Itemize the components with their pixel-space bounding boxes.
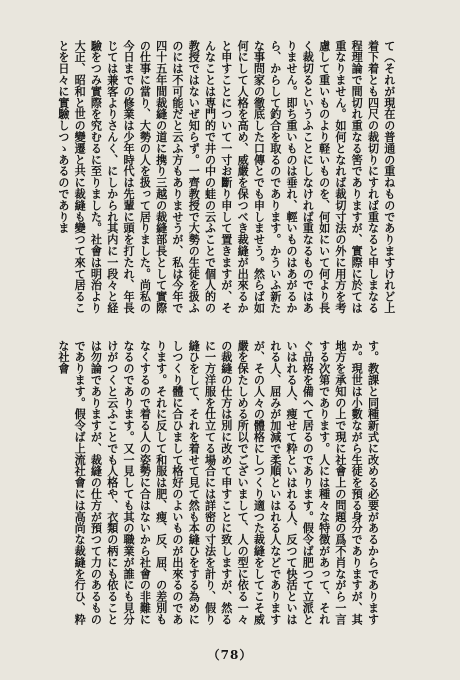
lower-text-block bbox=[22, 340, 440, 628]
lower-paragraph: す。教課と同種新式に改める必要があるからでありますか。現世は小數ながら生徒を預る身分でありますが、其地方を承知の上で現に社會上の問題の爲不肖ながら一言する次第であります。人には種々な特徴があって、それぐ品格を備へて居るのであります。假令ば肥つて立派といはれる人、痩せて粋といはれる人、反つて快活といはれる人、屈みが加減で柔順といはれる人などでありますが、その人々の體格にしつくり適つた裁縫をしてこそ威嚴を保たしめる所以でございまして、人の型に依る一々の裁縫の仕方は別に改めて申すことに致しますが、然るに一方洋服を仕立てる場合には詳密の寸法を計り、假り縫ひをして、それを着せて見て然も本縫ひをする為めにしつくり體に合ひまして格好のよいものが出來るのであります。それに反して和服は肥、痩、反、屈、の差別もなくするので着る人の姿勢に合はないから社會の非難になるのであります。又一見しても其の職業が誰にも見分けがつくと云ふことでも人格や、衣類の柄にも依ることは勿論でありますが、裁縫の仕方が預つて力のあるものであります。假令ば上流社會には高尚な裁縫を行ひ、粋な社會 bbox=[56, 340, 380, 625]
lower-vertical-text bbox=[22, 340, 413, 628]
upper-text-block bbox=[22, 40, 440, 318]
upper-paragraph: て（それが現在の普通の重ねものでありますけれど上着下着とも四尺の裁切りにすれば重なると申しまなる程理論で間切れ重なる筈でありますが、實際に於ては重なりません。如何となれば裁切寸法の外に用方を考慮して重いものより軽いものを、何如にいて何より長く裁切るというふことにしなければ重なるものではありません。即ち重いものは垂れ、輕いものはあがるから、からして釣合を取るのであります。かういふ新たな事問家の徹底した口傳とでも申しませう。然らば如何にして人格を高め、威嚴を保つべき裁縫が出來るかと申すことについて一寸お斷り申して置きますが、そんなことは専門的で井の中の蛙の云ふことで個人的の教授ではないぜ知らず。一齊教授で大勢の生徒を扱ふのには不可能だと云ふ方もありませうが、私は今年で四十五年間裁縫の道に携り三越の裁縫部長として實際の仕事に當り、大勢の人を扱って居りました。尚私の今日までの修業は少年時代は先輩に頭を打たれ、年長じては兼客よりさんく、にしかられ其内に一段々と経驗をつみ實際を究むるに至りました。社會は明治より大正、昭和と世の變遷と共に裁縫も變つて來て居ることを日々に實驗しつゝあるのでありま bbox=[56, 40, 396, 314]
upper-vertical-text bbox=[22, 40, 429, 318]
page-number: （78） bbox=[207, 648, 253, 662]
